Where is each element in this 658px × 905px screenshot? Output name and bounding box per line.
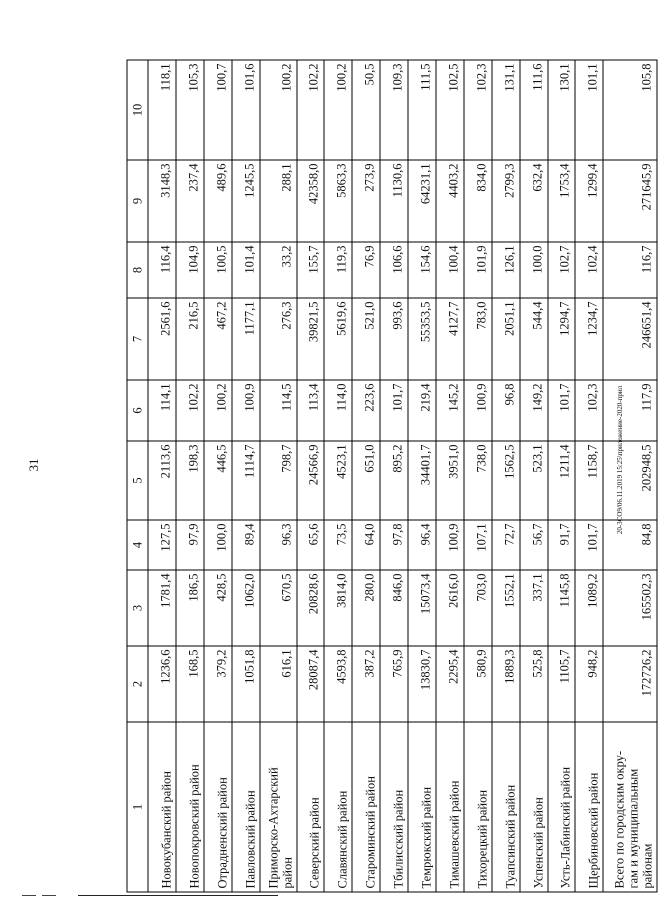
table-cell: 834,0 [464, 160, 492, 242]
column-header: 7 [127, 298, 148, 380]
document-reference: 20-3CO9/06.11.2019 15:25\приложение-2020-прил [616, 385, 624, 535]
table-cell: 101,6 [232, 60, 260, 160]
table-row [492, 60, 520, 892]
table-cell: 428,5 [204, 570, 232, 646]
table-cell: 216,5 [176, 298, 204, 380]
table-cell: 1114,7 [232, 441, 260, 520]
table-cell: 130,1 [548, 60, 576, 160]
table-cell: 521,0 [352, 298, 380, 380]
table-cell: 3814,0 [324, 570, 352, 646]
table-body [148, 60, 657, 892]
row-label: Тимашевский район [436, 722, 464, 892]
table-cell: 96,8 [492, 380, 520, 441]
table-cell: 5619,6 [324, 298, 352, 380]
table-cell: 105,8 [603, 60, 657, 160]
table-cell: 76,9 [352, 242, 380, 298]
table-cell: 1781,4 [148, 570, 176, 646]
table-cell: 2295,4 [436, 646, 464, 722]
table-row [204, 60, 232, 892]
row-label: Темрюкский район [408, 722, 436, 892]
table-cell: 1105,7 [548, 646, 576, 722]
table-cell: 33,2 [260, 242, 297, 298]
table-cell: 104,9 [176, 242, 204, 298]
table-cell: 15073,4 [408, 570, 436, 646]
table-cell: 101,9 [464, 242, 492, 298]
table-cell: 111,6 [520, 60, 548, 160]
table-cell: 100,2 [260, 60, 297, 160]
table-cell: 379,2 [204, 646, 232, 722]
table-cell: 102,3 [575, 380, 603, 441]
table-cell: 1158,7 [575, 441, 603, 520]
table-cell: 4523,1 [324, 441, 352, 520]
table-cell: 271645,9 [603, 160, 657, 242]
table-cell: 89,4 [232, 520, 260, 570]
row-label: Всего по городским окру- гам и муниципальным районам [603, 722, 657, 892]
table-cell: 1236,6 [148, 646, 176, 722]
scan-mark [42, 895, 56, 896]
table-cell: 223,6 [352, 380, 380, 441]
table-cell: 4127,7 [436, 298, 464, 380]
table-cell: 114,0 [324, 380, 352, 441]
table-row [232, 60, 260, 892]
column-header: 3 [127, 570, 148, 646]
table-cell: 1562,5 [492, 441, 520, 520]
table-cell: 105,3 [176, 60, 204, 160]
table-cell: 765,9 [380, 646, 408, 722]
table-cell: 895,2 [380, 441, 408, 520]
table-cell: 1177,1 [232, 298, 260, 380]
table-row [436, 60, 464, 892]
table-cell: 1062,0 [232, 570, 260, 646]
table-row [520, 60, 548, 892]
table-cell: 3148,3 [148, 160, 176, 242]
scan-mark [78, 895, 278, 896]
table-cell: 1145,8 [548, 570, 576, 646]
row-label: Тбилисский район [380, 722, 408, 892]
table-cell: 616,1 [260, 646, 297, 722]
table-cell: 2051,1 [492, 298, 520, 380]
table-cell: 288,1 [260, 160, 297, 242]
table-cell: 100,2 [324, 60, 352, 160]
table-cell: 116,4 [148, 242, 176, 298]
table-cell: 145,2 [436, 380, 464, 441]
table-cell: 100,7 [204, 60, 232, 160]
table-header-row [127, 60, 148, 892]
table-cell: 64231,1 [408, 160, 436, 242]
table-cell: 100,9 [436, 520, 464, 570]
table-cell: 101,7 [380, 380, 408, 441]
data-table [127, 59, 658, 892]
table-cell: 84,8 [603, 520, 657, 570]
table-row [464, 60, 492, 892]
table-cell: 387,2 [352, 646, 380, 722]
table-row [297, 60, 325, 892]
table-cell: 107,1 [464, 520, 492, 570]
table-cell: 97,9 [176, 520, 204, 570]
table-cell: 126,1 [492, 242, 520, 298]
table-cell: 55353,5 [408, 298, 436, 380]
column-header: 9 [127, 160, 148, 242]
column-header: 2 [127, 646, 148, 722]
table-cell: 2616,0 [436, 570, 464, 646]
table-cell: 102,2 [297, 60, 325, 160]
table-cell: 50,5 [352, 60, 380, 160]
table-cell: 100,9 [464, 380, 492, 441]
table-cell: 580,9 [464, 646, 492, 722]
column-header: 4 [127, 520, 148, 570]
table-cell: 5863,3 [324, 160, 352, 242]
table-cell: 1753,4 [548, 160, 576, 242]
table-cell: 116,7 [603, 242, 657, 298]
row-label: Новокубанский район [148, 722, 176, 892]
table-cell: 1245,5 [232, 160, 260, 242]
row-label: Туапсинский район [492, 722, 520, 892]
row-label: Тихорецкий район [464, 722, 492, 892]
column-header: 1 [127, 722, 148, 892]
table-row [324, 60, 352, 892]
row-label: Усть-Лабинский район [548, 722, 576, 892]
table-cell: 337,1 [520, 570, 548, 646]
table-cell: 172726,2 [603, 646, 657, 722]
table-cell: 198,3 [176, 441, 204, 520]
table-cell: 670,5 [260, 570, 297, 646]
table-cell: 846,0 [380, 570, 408, 646]
table-cell: 219,4 [408, 380, 436, 441]
table-cell: 2113,6 [148, 441, 176, 520]
table-cell: 42358,0 [297, 160, 325, 242]
column-header: 10 [127, 60, 148, 160]
table-cell: 2799,3 [492, 160, 520, 242]
table-cell: 101,1 [575, 60, 603, 160]
table-cell: 523,1 [520, 441, 548, 520]
table-cell: 100,0 [520, 242, 548, 298]
table-cell: 467,2 [204, 298, 232, 380]
row-label: Северский район [297, 722, 325, 892]
table-cell: 798,7 [260, 441, 297, 520]
table-row [352, 60, 380, 892]
table-cell: 118,1 [148, 60, 176, 160]
table-cell: 165502,3 [603, 570, 657, 646]
table-cell: 13830,7 [408, 646, 436, 722]
table-cell: 91,7 [548, 520, 576, 570]
table-row [380, 60, 408, 892]
table-cell: 24566,9 [297, 441, 325, 520]
table-cell: 3951,0 [436, 441, 464, 520]
table-cell: 39821,5 [297, 298, 325, 380]
table-cell: 109,3 [380, 60, 408, 160]
table-cell: 489,6 [204, 160, 232, 242]
table-cell: 102,2 [176, 380, 204, 441]
table-cell: 738,0 [464, 441, 492, 520]
table-cell: 101,7 [575, 520, 603, 570]
table-cell: 1211,4 [548, 441, 576, 520]
table-cell: 97,8 [380, 520, 408, 570]
row-label: Староминский район [352, 722, 380, 892]
table-cell: 100,2 [204, 380, 232, 441]
row-label: Отрадненский район [204, 722, 232, 892]
table-row [260, 60, 297, 892]
table-cell: 28087,4 [297, 646, 325, 722]
row-label: Павловский район [232, 722, 260, 892]
table-cell: 544,4 [520, 298, 548, 380]
table-cell: 168,5 [176, 646, 204, 722]
column-header: 5 [127, 441, 148, 520]
table-cell: 20828,6 [297, 570, 325, 646]
table-cell: 186,5 [176, 570, 204, 646]
table-row [176, 60, 204, 892]
row-label: Успенский район [520, 722, 548, 892]
table-cell: 155,7 [297, 242, 325, 298]
table-cell: 783,0 [464, 298, 492, 380]
table-cell: 96,4 [408, 520, 436, 570]
table-cell: 100,0 [204, 520, 232, 570]
table-cell: 117,9 [603, 380, 657, 441]
table-row [575, 60, 603, 892]
table-cell: 127,5 [148, 520, 176, 570]
table-cell: 1234,7 [575, 298, 603, 380]
table-cell: 102,3 [464, 60, 492, 160]
table-cell: 101,7 [548, 380, 576, 441]
table-cell: 948,2 [575, 646, 603, 722]
row-label: Щербиновский район [575, 722, 603, 892]
table-cell: 65,6 [297, 520, 325, 570]
table-cell: 100,9 [232, 380, 260, 441]
table-cell: 96,3 [260, 520, 297, 570]
table-cell: 111,5 [408, 60, 436, 160]
table-row [148, 60, 176, 892]
table-cell: 1552,1 [492, 570, 520, 646]
table-cell: 73,5 [324, 520, 352, 570]
table-cell: 114,5 [260, 380, 297, 441]
table-cell: 1130,6 [380, 160, 408, 242]
table-cell: 64,0 [352, 520, 380, 570]
table-cell: 119,3 [324, 242, 352, 298]
table-cell: 202948,5 [603, 441, 657, 520]
table-cell: 102,4 [575, 242, 603, 298]
table-cell: 114,1 [148, 380, 176, 441]
table-cell: 100,4 [436, 242, 464, 298]
table-cell: 34401,7 [408, 441, 436, 520]
table-row [548, 60, 576, 892]
table-cell: 154,6 [408, 242, 436, 298]
table-cell: 149,2 [520, 380, 548, 441]
table-cell: 106,6 [380, 242, 408, 298]
table-cell: 1299,4 [575, 160, 603, 242]
table-cell: 651,0 [352, 441, 380, 520]
table-cell: 131,1 [492, 60, 520, 160]
table-cell: 72,7 [492, 520, 520, 570]
table-cell: 703,0 [464, 570, 492, 646]
table-cell: 113,4 [297, 380, 325, 441]
table-cell: 101,4 [232, 242, 260, 298]
column-header: 8 [127, 242, 148, 298]
row-label: Славянский район [324, 722, 352, 892]
row-label: Новопокровский район [176, 722, 204, 892]
table-cell: 2561,6 [148, 298, 176, 380]
table-cell: 4403,2 [436, 160, 464, 242]
table-row [408, 60, 436, 892]
table-cell: 102,7 [548, 242, 576, 298]
table-cell: 246651,4 [603, 298, 657, 380]
row-label: Приморско-Ахтарский район [260, 722, 297, 892]
table-cell: 1051,8 [232, 646, 260, 722]
table-cell: 100,5 [204, 242, 232, 298]
table-cell: 1294,7 [548, 298, 576, 380]
table-cell: 1889,3 [492, 646, 520, 722]
table-cell: 56,7 [520, 520, 548, 570]
table-cell: 280,0 [352, 570, 380, 646]
table-cell: 446,5 [204, 441, 232, 520]
table-row [603, 60, 657, 892]
table-cell: 276,3 [260, 298, 297, 380]
column-header: 6 [127, 380, 148, 441]
table-cell: 1089,2 [575, 570, 603, 646]
table-cell: 273,9 [352, 160, 380, 242]
table-cell: 632,4 [520, 160, 548, 242]
table-cell: 102,5 [436, 60, 464, 160]
scan-mark [22, 895, 36, 896]
page-number: 31 [26, 458, 41, 472]
table-cell: 993,6 [380, 298, 408, 380]
table-cell: 525,8 [520, 646, 548, 722]
table-cell: 4593,8 [324, 646, 352, 722]
table-cell: 237,4 [176, 160, 204, 242]
